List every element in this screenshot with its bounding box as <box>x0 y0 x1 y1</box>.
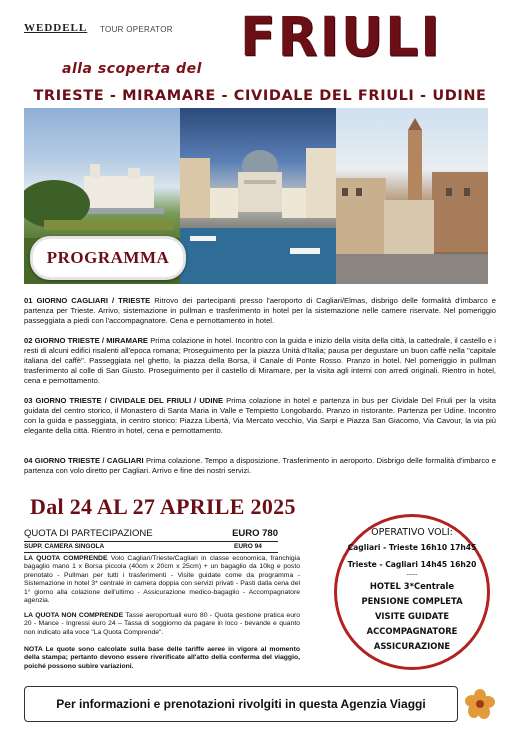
separator: ----- <box>406 571 418 578</box>
day-text: Ritrovo dei partecipanti presso l'aeroporto di Cagliari/Elmas, disbrigo delle formalità d'imbarco e partenza per Trieste. Arrivo, sistemazione in pullman e trasferimento in hotel per la sistemazione nelle camere riservate. Nel pomeriggio passeggiata a piedi con l'accompagnatore. Cena e pernottamento in hotel. <box>24 296 496 325</box>
outbound-flight: Cagliari - Trieste 16h10 17h45 <box>347 543 477 552</box>
feature-assicurazione: ASSICURAZIONE <box>373 641 451 651</box>
voli-title: OPERATIVO VOLI: <box>371 527 453 538</box>
quota-non-comprende <box>24 612 300 637</box>
quota-value: EURO 780 <box>232 528 278 539</box>
day-heading: 01 GIORNO CAGLIARI / TRIESTE <box>24 296 151 305</box>
feature-pensione: PENSIONE COMPLETA <box>361 596 463 606</box>
day-text: Prima colazione in hotel. Incontro con la guida e inizio della visita della città, la cattedrale, il castello e i resti di alcuni edifici risalenti all'epoca romana; Proseguimento per la piazza Unità d'Italia; pausa per degustare un buon caffè nella "capitale italiana del caffè". Passeggiata nel ghetto, la piazza della Borsa, il Canale di Ponte Rosso. Pranzo in hotel. Nel pomeriggio in pullman trasferimento al colle di San Giusto. Proseguimento per il castello di Miramare, per la visita agli interni con arredi originali. Rientro in hotel, cena e pernottamento. <box>24 336 496 385</box>
travel-dates: Dal 24 AL 27 APRILE 2025 <box>30 494 296 519</box>
page-subtitle: alla scoperta del <box>62 61 202 77</box>
feature-visite: VISITE GUIDATE <box>374 611 450 621</box>
itinerary-day-1 <box>24 296 496 326</box>
nota <box>24 646 300 671</box>
supplement-row <box>24 543 278 553</box>
quota-label: QUOTA DI PARTECIPAZIONE <box>24 528 153 539</box>
day-text: Prima colazione. Tempo a disposizione. Trasferimento in aeroporto. Disbrigo delle formalità d'imbarco e partenza con volo diretto per Cagliari. Arrivo e fine dei nostri servizi. <box>24 456 496 475</box>
day-heading: 02 GIORNO TRIESTE / MIRAMARE <box>24 336 148 345</box>
return-flight: Trieste - Cagliari 14h45 16h20 <box>347 560 477 569</box>
itinerary-day-3 <box>24 396 496 436</box>
brand-logo: WEDDELL <box>24 22 88 34</box>
quota-row <box>24 528 278 542</box>
day-heading: 03 GIORNO TRIESTE / CIVIDALE DEL FRIULI / UDINE <box>24 396 224 405</box>
flight-info-circle <box>334 514 490 670</box>
supplement-label: SUPP. CAMERA SINGOLA <box>24 543 105 550</box>
itinerary-day-2 <box>24 336 496 386</box>
non-comprende-text: Tasse aeroportuali euro 80 - Quota gestione pratica euro 20 - Mance - Ingressi euro 24 – Tassa di soggiorno da pagare in loco - bevande e quanto non indicato alla voce "La Quota Comprende". <box>24 612 301 636</box>
comprende-heading: LA QUOTA COMPRENDE <box>24 555 108 562</box>
itinerary-day-4 <box>24 456 496 476</box>
day-heading: 04 GIORNO TRIESTE / CAGLIARI <box>24 456 144 465</box>
udine-square-photo <box>336 108 488 284</box>
hibiscus-icon <box>464 688 496 720</box>
info-footer: Per informazioni e prenotazioni rivolgiti in questa Agenzia Viaggi <box>24 686 458 722</box>
nota-heading: NOTA <box>24 646 43 653</box>
nota-text: Le quote sono calcolate sulla base delle tariffe aeree in vigore al momento della stampa; pertanto devono essere riverificate all'atto della conferma del viaggio, poiché possono subire variazioni. <box>24 646 301 670</box>
comprende-text: Volo Cagliari/Trieste/Cagliari in classe economica, franchigia bagaglio mano 1 x Borsa piccola (40cm x 20cm x 25cm) + un bagaglio da 10kg e posto prenotato - Pullman per tutti i trasferimenti - Visite guidate come da programma - Sistemazione in hotel 3* centrale in camera doppia con servizi privati - Pasti dalla cena del 1° giorno alla colazione dell'ultimo - Assicurazione medico-bagaglio - Accompagnatore agenzia. <box>24 555 300 605</box>
page-title: FRIULI <box>240 6 442 69</box>
tour-operator-label: TOUR OPERATOR <box>100 25 173 34</box>
cities-heading: TRIESTE - MIRAMARE - CIVIDALE DEL FRIULI - UDINE <box>33 88 487 104</box>
trieste-canal-photo <box>180 108 336 284</box>
feature-hotel: HOTEL 3*Centrale <box>369 581 455 591</box>
programma-badge: PROGRAMMA <box>30 236 186 280</box>
non-comprende-heading: LA QUOTA NON COMPRENDE <box>24 612 124 619</box>
feature-accompagnatore: ACCOMPAGNATORE <box>366 626 458 636</box>
quota-comprende <box>24 555 300 605</box>
supplement-value: EURO 94 <box>234 543 262 550</box>
day-text: Prima colazione in hotel e partenza in bus per Cividale Del Friuli per la visita guidata del centro storico, il Monastero di Santa Maria in Valle e Tempietto Longobardo. Pranzo in ristorante. Partenza per Udine. Incontro con la guida e passeggiata, in centro storico: Piazza Libertà, Via Mercato vecchio, Via Sarpi e Piazza San Giacomo, Via Cavour, la via più elegante della città. Rientro in hotel, cena e pernottamento. <box>24 396 496 435</box>
